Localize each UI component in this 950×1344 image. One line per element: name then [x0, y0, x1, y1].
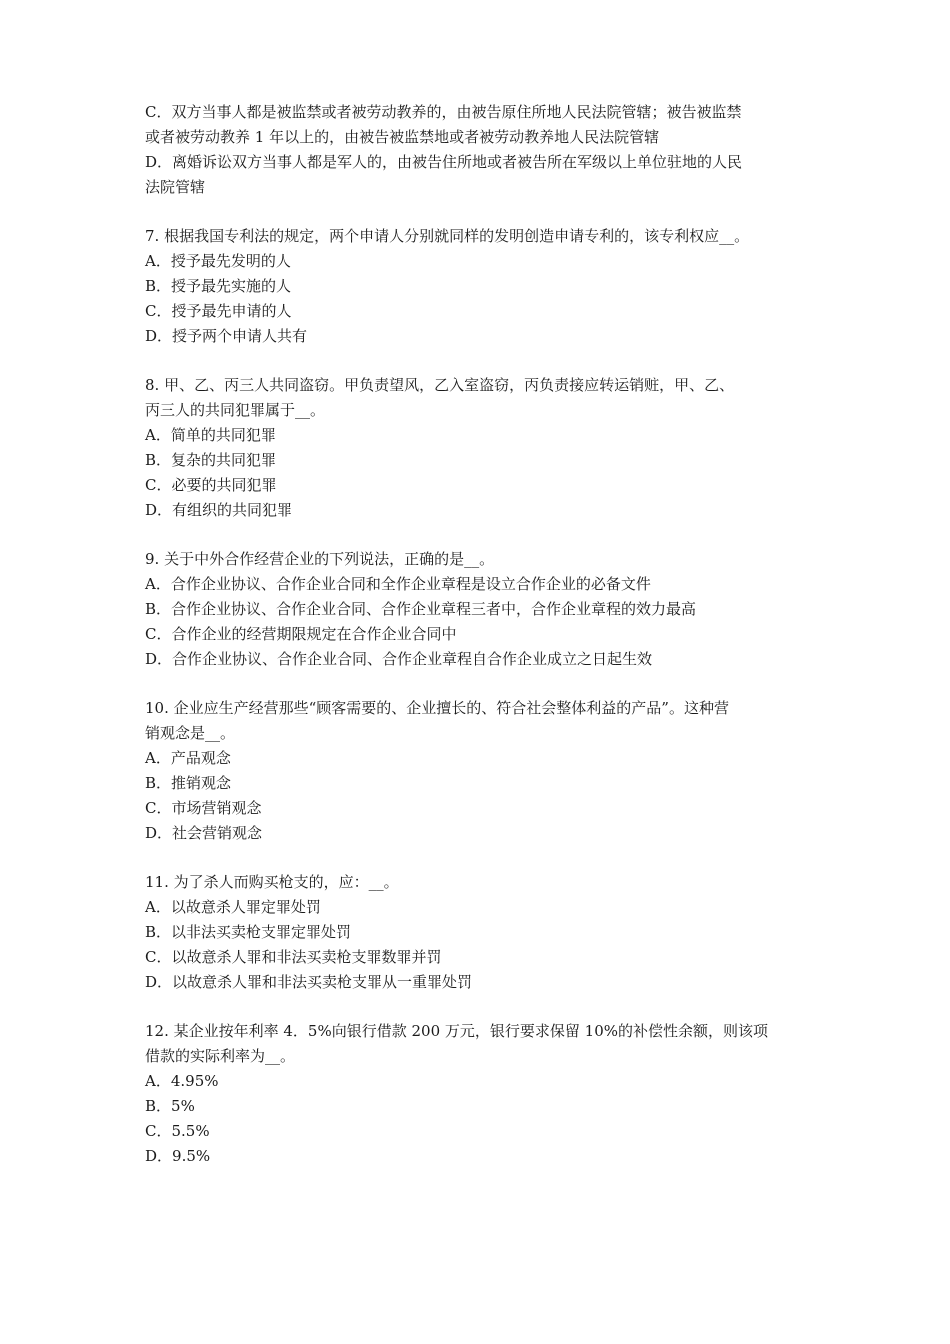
option-a: A．4.95%: [145, 1072, 219, 1090]
question-stem: 10. 企业应生产经营那些“顾客需要的、企业擅长的、符合社会整体利益的产品”。这种营: [145, 699, 729, 717]
option-d-line-2: 法院管辖: [145, 178, 206, 196]
page-content: [145, 100, 815, 1169]
option-c: C．市场营销观念: [145, 799, 262, 817]
option-d: D．有组织的共同犯罪: [145, 501, 293, 519]
option-d: D．社会营销观念: [145, 824, 263, 842]
option-c: C．授予最先申请的人: [145, 302, 292, 320]
question-7: [145, 224, 815, 349]
option-d: D．合作企业协议、合作企业合同、合作企业章程自合作企业成立之日起生效: [145, 650, 653, 668]
question-stem: 8. 甲、乙、丙三人共同盗窃。甲负责望风，乙入室盗窃，丙负责接应转运销赃，甲、乙、: [145, 376, 735, 394]
question-stem-continued: 销观念是__。: [145, 724, 236, 742]
question-8: [145, 373, 815, 523]
question-12: [145, 1019, 815, 1169]
continued-options: [145, 100, 815, 200]
option-d: D．授予两个申请人共有: [145, 327, 308, 345]
question-11: [145, 870, 815, 995]
option-b: B．以非法买卖枪支罪定罪处罚: [145, 923, 352, 941]
question-stem: 7. 根据我国专利法的规定，两个申请人分别就同样的发明创造申请专利的，该专利权应__。: [145, 227, 750, 245]
option-c: C．必要的共同犯罪: [145, 476, 277, 494]
question-stem-continued: 丙三人的共同犯罪属于__。: [145, 401, 326, 419]
option-a: A．授予最先发明的人: [145, 252, 291, 270]
option-a: A．产品观念: [145, 749, 231, 767]
option-d-line-1: D．离婚诉讼双方当事人都是军人的，由被告住所地或者被告所在军级以上单位驻地的人民: [145, 153, 743, 171]
question-stem: 12. 某企业按年利率 4．5%向银行借款 200 万元，银行要求保留 10%的补偿性余额，则该项: [145, 1022, 769, 1040]
option-a: A．简单的共同犯罪: [145, 426, 276, 444]
option-c-line-2: 或者被劳动教养 1 年以上的，由被告被监禁地或者被劳动教养地人民法院管辖: [145, 128, 660, 146]
option-b: B．推销观念: [145, 774, 232, 792]
option-c: C．以故意杀人罪和非法买卖枪支罪数罪并罚: [145, 948, 442, 966]
question-stem-continued: 借款的实际利率为__。: [145, 1047, 296, 1065]
option-c-line-1: C．双方当事人都是被监禁或者被劳动教养的，由被告原住所地人民法院管辖；被告被监禁: [145, 103, 742, 121]
option-a: A．以故意杀人罪定罪处罚: [145, 898, 321, 916]
option-a: A．合作企业协议、合作企业合同和全作企业章程是设立合作企业的必备文件: [145, 575, 651, 593]
option-c: C．合作企业的经营期限规定在合作企业合同中: [145, 625, 457, 643]
option-b: B．合作企业协议、合作企业合同、合作企业章程三者中，合作企业章程的效力最高: [145, 600, 697, 618]
question-stem: 11. 为了杀人而购买枪支的，应：__。: [145, 873, 399, 891]
option-c: C．5.5%: [145, 1122, 210, 1140]
option-b: B．复杂的共同犯罪: [145, 451, 277, 469]
option-d: D．9.5%: [145, 1147, 211, 1165]
question-stem: 9. 关于中外合作经营企业的下列说法，正确的是__。: [145, 550, 495, 568]
question-9: [145, 547, 815, 672]
question-10: [145, 696, 815, 846]
option-d: D．以故意杀人罪和非法买卖枪支罪从一重罪处罚: [145, 973, 473, 991]
option-b: B．5%: [145, 1097, 195, 1115]
option-b: B．授予最先实施的人: [145, 277, 292, 295]
